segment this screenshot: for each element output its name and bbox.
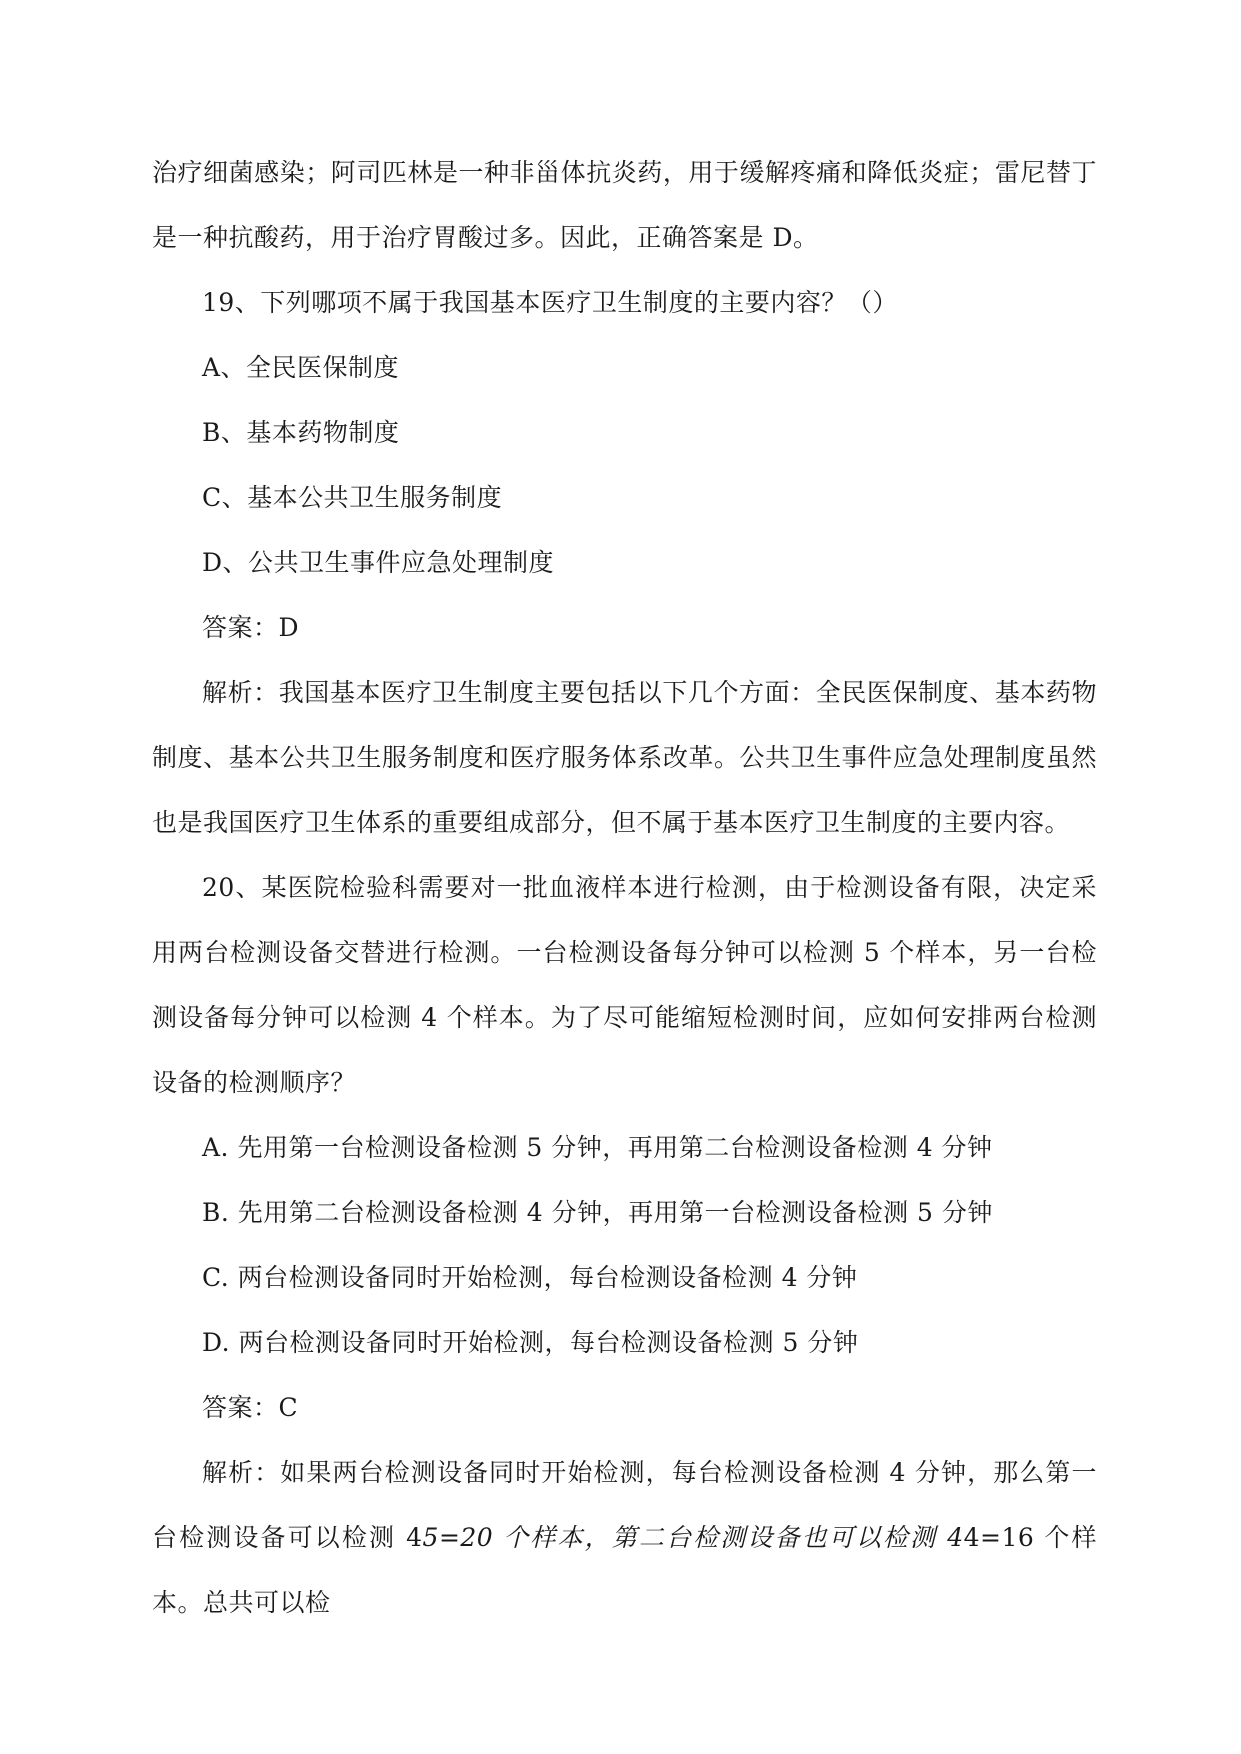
q19-option-a: A、全民医保制度 [202, 353, 400, 382]
q20-answer: 答案：C [202, 1393, 299, 1422]
document-content [152, 140, 1097, 1635]
q19-option-c: C、基本公共卫生服务制度 [202, 483, 503, 512]
q20-option-a: A. 先用第一台检测设备检测 5 分钟，再用第二台检测设备检测 4 分钟 [202, 1133, 993, 1162]
q20-explanation-italic: 5=20 个样本，第二台检测设备也可以检测 4 [422, 1523, 964, 1552]
question-20: 20、某医院检验科需要对一批血液样本进行检测，由于检测设备有限，决定采用两台检测设备交替进行检测。一台检测设备每分钟可以检测 5 个样本，另一台检测设备每分钟可以检测 4 个样本。为了尽可能缩短检测时间，应如何安排两台检测设备的检测顺序？ [152, 873, 1097, 1097]
q20-explanation-part3: 4=16 个样本。总共可以检 [152, 1523, 1097, 1617]
q20-option-b: B. 先用第二台检测设备检测 4 分钟，再用第一台检测设备检测 5 分钟 [202, 1198, 993, 1227]
q20-explanation [152, 1440, 1097, 1635]
q20-explanation-part1: 解析：如果两台检测设备同时开始检测，每台检测设备检测 4 分钟，那么第一台检测设备可以检测 4 [152, 1458, 1097, 1552]
q19-option-d: D、公共卫生事件应急处理制度 [202, 548, 555, 577]
q20-option-d: D. 两台检测设备同时开始检测，每台检测设备检测 5 分钟 [202, 1328, 859, 1357]
q19-option-b: B、基本药物制度 [202, 418, 400, 447]
q19-answer: 答案：D [202, 613, 300, 642]
question-19: 19、下列哪项不属于我国基本医疗卫生制度的主要内容？（） [202, 288, 898, 317]
q20-option-c: C. 两台检测设备同时开始检测，每台检测设备检测 4 分钟 [202, 1263, 858, 1292]
q19-explanation: 解析：我国基本医疗卫生制度主要包括以下几个方面：全民医保制度、基本药物制度、基本公共卫生服务制度和医疗服务体系改革。公共卫生事件应急处理制度虽然也是我国医疗卫生体系的重要组成部分，但不属于基本医疗卫生制度的主要内容。 [152, 678, 1097, 837]
previous-explanation-continued: 治疗细菌感染；阿司匹林是一种非甾体抗炎药，用于缓解疼痛和降低炎症；雷尼替丁是一种抗酸药，用于治疗胃酸过多。因此，正确答案是 D。 [152, 158, 1097, 252]
